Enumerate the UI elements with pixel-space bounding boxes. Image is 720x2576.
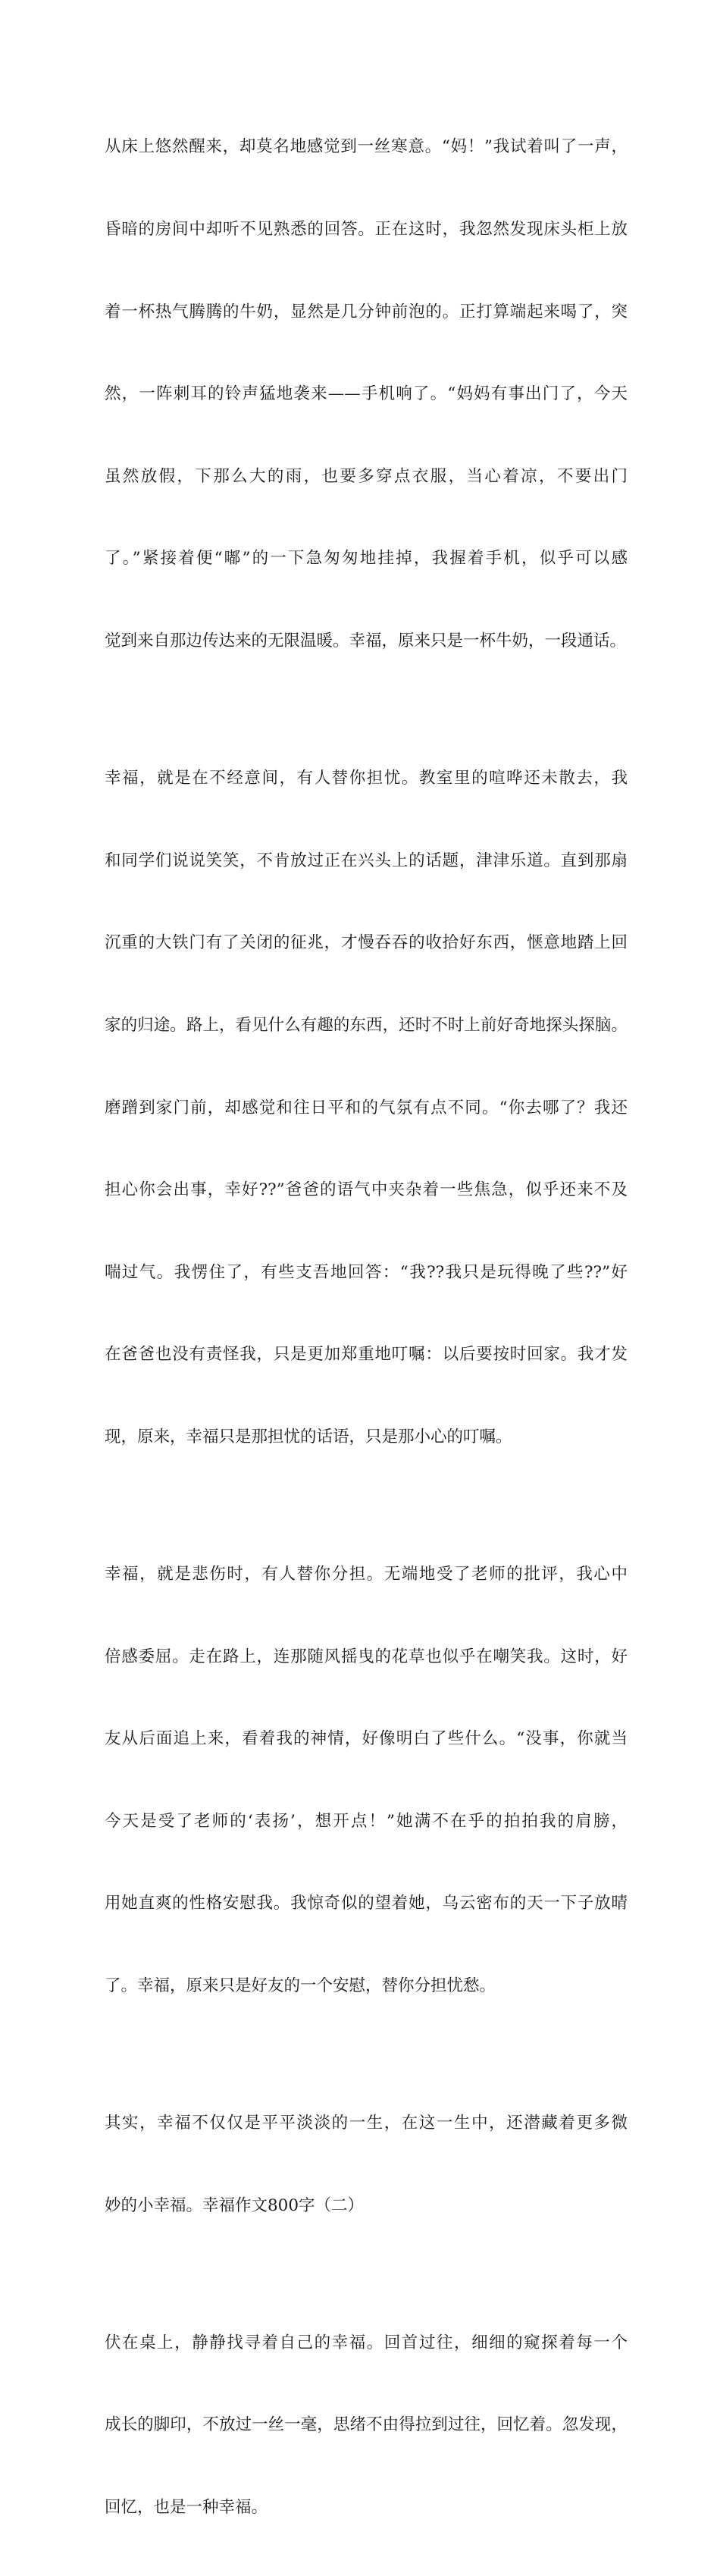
text-line: 幸福，就是悲伤时，有人替你分担。无端地受了老师的批评，我心中 bbox=[105, 1564, 628, 1584]
text-line: 家的归途。路上，看见什么有趣的东西，还时不时上前好奇地探头探脑。 bbox=[105, 1015, 628, 1035]
text-line: 今天是受了老师的‘表扬’，想开点！”她满不在乎的拍拍我的肩膀， bbox=[105, 1811, 628, 1831]
text-line: 沉重的大铁门有了关闭的征兆，才慢吞吞的收拾好东西，惬意地踏上回 bbox=[105, 933, 628, 953]
paragraph-4 bbox=[105, 2055, 628, 2275]
text-line: 着一杯热气腾腾的牛奶，显然是几分钟前泡的。正打算端起来喝了，突 bbox=[105, 302, 628, 321]
text-line: 成长的脚印，不放过一丝一毫，思绪不由得拉到过往，回忆着。忽发现， bbox=[105, 2415, 628, 2435]
text-line: 用她直爽的性格安慰我。我惊奇似的望着她，乌云密布的天一下子放晴 bbox=[105, 1894, 628, 1913]
text-line: 其实，幸福不仅仅是平平淡淡的一生，在这一生中，还潜藏着更多微 bbox=[105, 2114, 628, 2133]
text-line: 在爸爸也没有责怪我，只是更加郑重地叮嘱：以后要按时回家。我才发 bbox=[105, 1345, 628, 1365]
text-line: 伏在桌上，静静找寻着自己的幸福。回首过往，细细的窥探着每一个 bbox=[105, 2333, 628, 2352]
text-line: 现，原来，幸福只是那担忧的话语，只是那小心的叮嘱。 bbox=[105, 1427, 512, 1446]
text-line: 幸福，就是在不经意间，有人替你担忧。教室里的喧哗还未散去，我 bbox=[105, 769, 628, 788]
text-line: 和同学们说说笑笑，不肯放过正在兴头上的话题，津津乐道。直到那扇 bbox=[105, 851, 628, 870]
text-line: 昏暗的房间中却听不见熟悉的回答。正在这时，我忽然发现床头柜上放 bbox=[105, 220, 628, 240]
text-line: 喘过气。我愣住了，有些支吾地回答：“我??我只是玩得晚了些??”好 bbox=[105, 1262, 628, 1282]
paragraph-1 bbox=[105, 79, 628, 710]
text-line: 从床上悠然醒来，却莫名地感觉到一丝寒意。“妈！”我试着叫了一声， bbox=[105, 137, 628, 157]
text-line: 倍感委屈。走在路上，连那随风摇曳的花草也似乎在嘲笑我。这时，好 bbox=[105, 1647, 628, 1666]
text-line: 担心你会出事，幸好??”爸爸的语气中夹杂着一些焦急，似乎还来不及 bbox=[105, 1180, 628, 1200]
text-line: 然，一阵刺耳的铃声猛地袭来——手机响了。“妈妈有事出门了，今天 bbox=[105, 384, 628, 404]
text-line: 了。”紧接着便“嘟”的一下急匆匆地挂掉，我握着手机，似乎可以感 bbox=[105, 549, 628, 569]
paragraph-2 bbox=[105, 710, 628, 1506]
text-line: 觉到来自那边传达来的无限温暖。幸福，原来只是一杯牛奶，一段通话。 bbox=[105, 631, 627, 651]
document-body bbox=[105, 79, 628, 2576]
text-line: 了。幸福，原来只是好友的一个安慰，替你分担忧愁。 bbox=[105, 1976, 496, 1996]
text-line: 虽然放假，下那么大的雨，也要多穿点衣服，当心着凉，不要出门 bbox=[105, 466, 628, 486]
text-line: 回忆，也是一种幸福。 bbox=[105, 2497, 268, 2517]
paragraph-5 bbox=[105, 2274, 628, 2576]
text-line: 妙的小幸福。幸福作文800字（二） bbox=[105, 2195, 365, 2215]
paragraph-3 bbox=[105, 1506, 628, 2055]
text-line: 友从后面追上来，看着我的神情，好像明白了些什么。“没事，你就当 bbox=[105, 1729, 628, 1749]
text-line: 磨蹭到家门前，却感觉和往日平和的气氛有点不同。“你去哪了？我还 bbox=[105, 1098, 628, 1117]
